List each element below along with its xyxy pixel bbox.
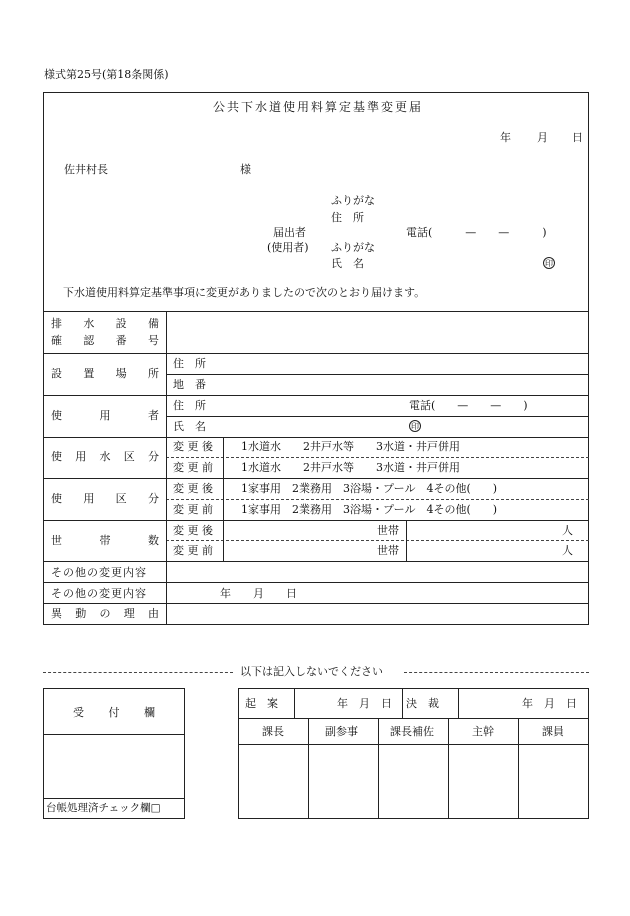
location-label: 設 置 場 所 xyxy=(51,367,159,380)
column-assistant-chief: 課長補佐 xyxy=(390,725,434,738)
applicant-name-label: 氏 名 xyxy=(331,257,364,270)
draft-label: 起 案 xyxy=(245,697,278,710)
date-day[interactable]: 日 xyxy=(572,131,583,144)
stamp-section-chief[interactable] xyxy=(239,745,307,818)
user-name-label: 氏 名 xyxy=(173,420,206,433)
applicant-address-label: 住 所 xyxy=(331,211,364,224)
reception-stamp-area[interactable] xyxy=(44,735,184,797)
location-address-label: 住 所 xyxy=(173,357,206,370)
user-phone[interactable]: 電話( — — ) xyxy=(409,399,528,412)
other-changes-field-1[interactable] xyxy=(167,562,588,581)
water-before-options[interactable]: 1水道水 2井戸水等 3水道・井戸併用 xyxy=(241,461,460,474)
date-month[interactable]: 月 xyxy=(537,131,548,144)
applicant-phone[interactable]: 電話( — — ) xyxy=(406,226,547,239)
household-after-label: 変 更 後 xyxy=(173,524,213,537)
column-staff: 課員 xyxy=(542,725,564,738)
household-after-count[interactable]: 世帯 xyxy=(377,524,399,537)
persons-after-count[interactable]: 人 xyxy=(562,524,573,537)
reason-field[interactable] xyxy=(167,604,588,624)
water-after-options[interactable]: 1水道水 2井戸水等 3水道・井戸併用 xyxy=(241,440,460,453)
other-changes-label-1: その他の変更内容 xyxy=(51,566,147,579)
reception-title: 受 付 欄 xyxy=(73,706,155,719)
decision-date[interactable]: 年 月 日 xyxy=(522,697,577,710)
addressee-honorific: 様 xyxy=(240,163,251,176)
furigana-label-2: ふりがな xyxy=(331,241,375,254)
draft-date[interactable]: 年 月 日 xyxy=(337,697,392,710)
household-label: 世 帯 数 xyxy=(51,534,159,547)
applicant-label-sub: (使用者) xyxy=(267,241,309,254)
location-lot-label: 地 番 xyxy=(173,378,206,391)
separator-line-right xyxy=(404,672,589,673)
column-section-chief: 課長 xyxy=(262,725,284,738)
household-before-count[interactable]: 世帯 xyxy=(377,544,399,557)
use-before-options[interactable]: 1家事用 2業務用 3浴場・プール 4その他( ) xyxy=(241,503,498,516)
applicant-label: 届出者 xyxy=(273,226,306,239)
stamp-senior-staff[interactable] xyxy=(449,745,517,818)
other-changes-date[interactable]: 年 月 日 xyxy=(220,587,297,600)
ledger-check[interactable]: 台帳処理済チェック欄□ xyxy=(46,802,161,814)
use-category-label: 使 用 区 分 xyxy=(51,492,159,505)
column-deputy-director: 副参事 xyxy=(325,725,358,738)
use-after-label: 変 更 後 xyxy=(173,482,213,495)
water-after-label: 変 更 後 xyxy=(173,440,213,453)
furigana-label-1: ふりがな xyxy=(331,194,375,207)
household-before-label: 変 更 前 xyxy=(173,544,213,557)
stamp-deputy-director[interactable] xyxy=(309,745,377,818)
separator-line-left xyxy=(43,672,233,673)
statement: 下水道使用料算定基準事項に変更がありましたので次のとおり届けます。 xyxy=(63,286,426,299)
drainage-label-line2: 確 認 番 号 xyxy=(51,334,159,347)
stamp-assistant-chief[interactable] xyxy=(379,745,447,818)
drainage-number-field[interactable] xyxy=(167,312,588,352)
user-label: 使 用 者 xyxy=(51,409,159,422)
form-id: 様式第25号(第18条関係) xyxy=(44,68,169,81)
applicant-seal-icon: 印 xyxy=(545,259,553,268)
user-address-label: 住 所 xyxy=(173,399,206,412)
use-before-label: 変 更 前 xyxy=(173,503,213,516)
decision-label: 決 裁 xyxy=(406,697,439,710)
water-before-label: 変 更 前 xyxy=(173,461,213,474)
column-senior-staff: 主幹 xyxy=(472,725,494,738)
water-category-label: 使 用 水 区 分 xyxy=(51,450,159,463)
date-year[interactable]: 年 xyxy=(500,131,511,144)
reason-label: 異 動 の 理 由 xyxy=(51,607,159,620)
separator-text: 以下は記入しないでください xyxy=(240,665,383,678)
stamp-staff[interactable] xyxy=(519,745,588,818)
other-changes-label-2: その他の変更内容 xyxy=(51,587,147,600)
use-after-options[interactable]: 1家事用 2業務用 3浴場・プール 4その他( ) xyxy=(241,482,498,495)
drainage-label-line1: 排 水 設 備 xyxy=(51,317,159,330)
persons-before-count[interactable]: 人 xyxy=(562,544,573,557)
addressee-name: 佐井村長 xyxy=(64,163,108,176)
user-seal-icon: 印 xyxy=(411,422,419,431)
form-title: 公共下水道使用料算定基準変更届 xyxy=(213,100,424,114)
